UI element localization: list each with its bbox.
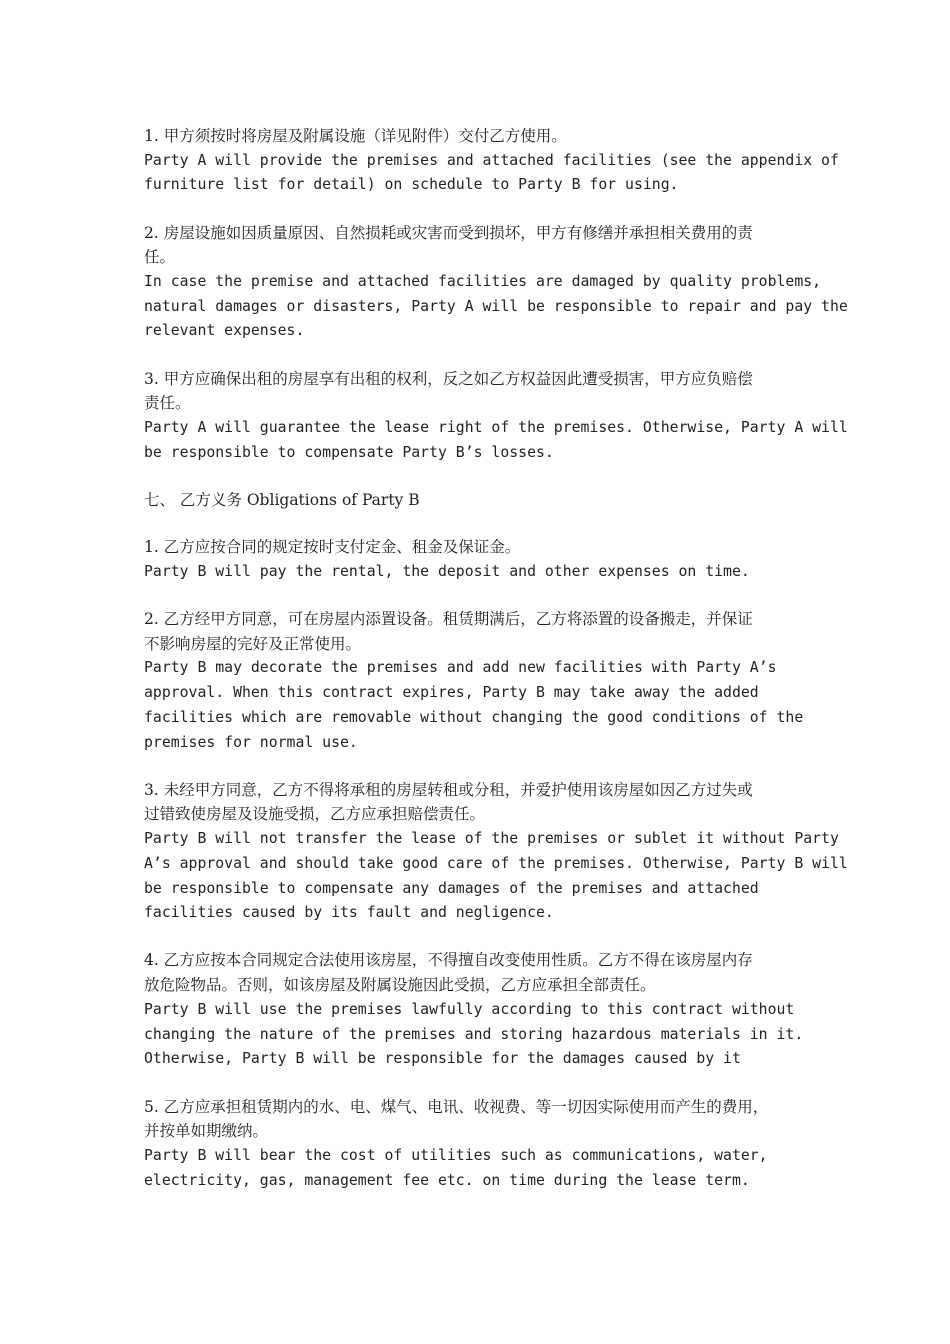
clause-b4	[144, 948, 824, 1072]
clause-en-line: premises for normal use.	[144, 733, 358, 751]
clause-b3	[144, 778, 848, 926]
clause-en-line: Party B will use the premises lawfully according to this contract without	[144, 1000, 795, 1018]
clause-en-line: changing the nature of the premises and storing hazardous materials in it.	[144, 1025, 804, 1043]
clause-en-line: relevant expenses.	[144, 322, 305, 340]
clause-cn-line: 不影响房屋的完好及正常使用。	[144, 634, 362, 653]
clause-en-line: Party B may decorate the premises and add new facilities with Party A’s	[144, 659, 777, 677]
clause-en-line: Otherwise, Party B will be responsible for the damages caused by it	[144, 1050, 741, 1068]
clause-a3	[144, 367, 848, 466]
clause-en-line: facilities caused by its fault and negligence.	[144, 904, 554, 922]
clause-cn-line: 过错致使房屋及设施受损，乙方应承担赔偿责任。	[144, 805, 486, 824]
clause-b5	[144, 1095, 824, 1194]
clause-en-line: facilities which are removable without changing the good conditions of the	[144, 708, 804, 726]
section-heading-party-b	[144, 488, 824, 513]
clause-en-line: natural damages or disasters, Party A will be responsible to repair and pay the	[144, 297, 848, 315]
clause-en-line: be responsible to compensate Party B’s losses.	[144, 443, 554, 461]
clause-cn-line: 4. 乙方应按本合同规定合法使用该房屋，不得擅自改变使用性质。乙方不得在该房屋内存	[144, 951, 753, 970]
clause-en-line: furniture list for detail) on schedule to Party B for using.	[144, 176, 679, 194]
clause-en-line: Party A will provide the premises and attached facilities (see the appendix of	[144, 151, 839, 169]
clause-en-line: approval. When this contract expires, Party B may take away the added	[144, 684, 759, 702]
clause-en-line: Party B will bear the cost of utilities such as communications, water,	[144, 1146, 768, 1164]
clause-cn-line: 3. 甲方应确保出租的房屋享有出租的权利，反之如乙方权益因此遭受损害，甲方应负赔偿	[144, 369, 753, 388]
clause-cn-line: 放危险物品。否则，如该房屋及附属设施因此受损，乙方应承担全部责任。	[144, 976, 656, 995]
clause-cn-line: 2. 房屋设施如因质量原因、自然损耗或灾害而受到损坏，甲方有修缮并承担相关费用的责	[144, 223, 753, 242]
document-page	[144, 124, 848, 1216]
section-heading-text: 七、 乙方义务 Obligations of Party B	[144, 490, 420, 509]
clause-cn-line: 5. 乙方应承担租赁期内的水、电、煤气、电讯、收视费、等一切因实际使用而产生的费用，	[144, 1097, 769, 1116]
clause-cn-line: 1. 乙方应按合同的规定按时支付定金、租金及保证金。	[144, 538, 521, 557]
clause-cn-line: 2. 乙方经甲方同意，可在房屋内添置设备。租赁期满后，乙方将添置的设备搬走，并保证	[144, 610, 753, 629]
clause-en-line: be responsible to compensate any damages of the premises and attached	[144, 879, 759, 897]
clause-b1	[144, 535, 824, 584]
clause-cn-line: 并按单如期缴纳。	[144, 1122, 269, 1141]
clause-en-line: Party B will not transfer the lease of the premises or sublet it without Party	[144, 830, 839, 848]
clause-cn-line: 责任。	[144, 394, 191, 413]
clause-b2	[144, 607, 824, 755]
clause-cn-line: 3. 未经甲方同意，乙方不得将承租的房屋转租或分租，并爱护使用该房屋如因乙方过失或	[144, 780, 753, 799]
clause-cn-line: 任。	[144, 248, 176, 267]
clause-en-line: In case the premise and attached facilities are damaged by quality problems,	[144, 273, 822, 291]
clause-en-line: Party B will pay the rental, the deposit and other expenses on time.	[144, 562, 750, 580]
clause-a1	[144, 124, 839, 198]
clause-a2	[144, 221, 848, 345]
clause-cn-line: 1. 甲方须按时将房屋及附属设施（详见附件）交付乙方使用。	[144, 127, 567, 145]
clause-en-line: Party A will guarantee the lease right of the premises. Otherwise, Party A will	[144, 419, 848, 437]
clause-en-line: electricity, gas, management fee etc. on time during the lease term.	[144, 1171, 750, 1189]
clause-en-line: A’s approval and should take good care of the premises. Otherwise, Party B will	[144, 854, 848, 872]
